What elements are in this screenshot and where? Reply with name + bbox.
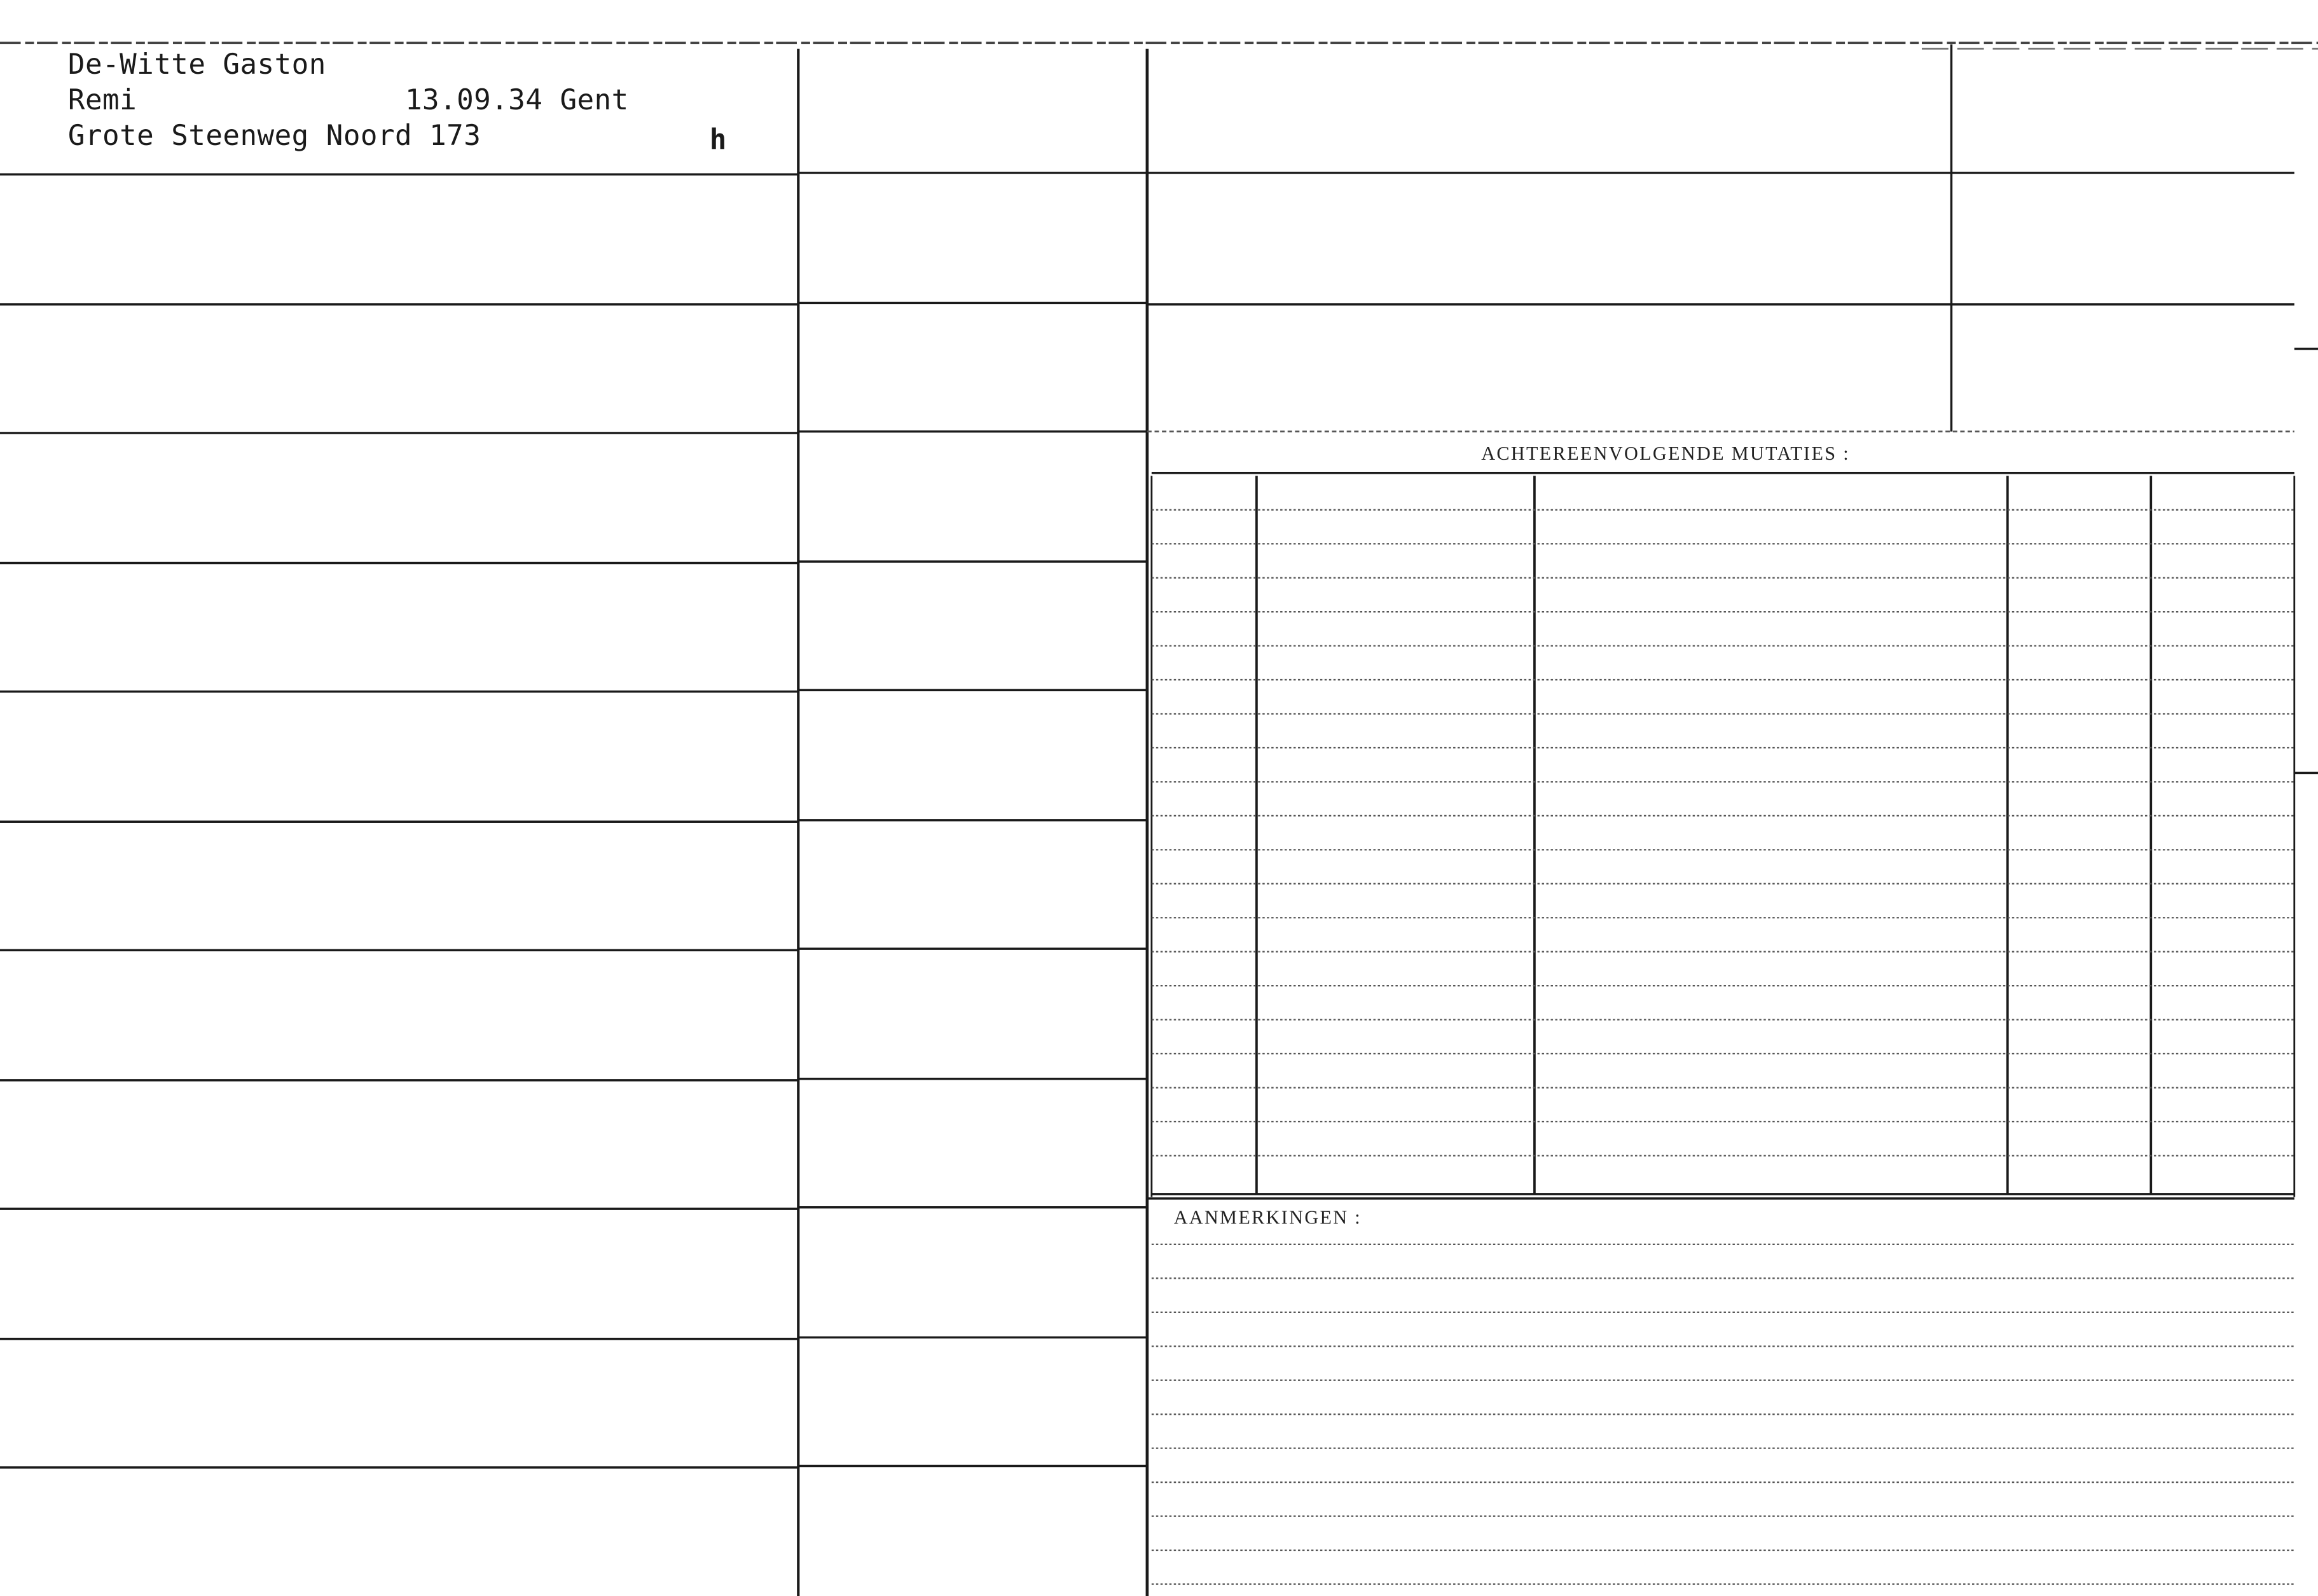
typed-address: Grote Steenweg Noord 173 (67, 120, 481, 153)
typed-birth-date-place: 13.09.34 Gent (404, 84, 629, 117)
typed-first-name: Remi (67, 84, 137, 117)
typed-name: De-Witte Gaston (67, 48, 326, 81)
remarks-header: AANMERKINGEN : (1173, 1206, 1362, 1228)
typed-mark: h (709, 124, 727, 157)
mutations-header: ACHTEREENVOLGENDE MUTATIES : (1481, 441, 1850, 464)
